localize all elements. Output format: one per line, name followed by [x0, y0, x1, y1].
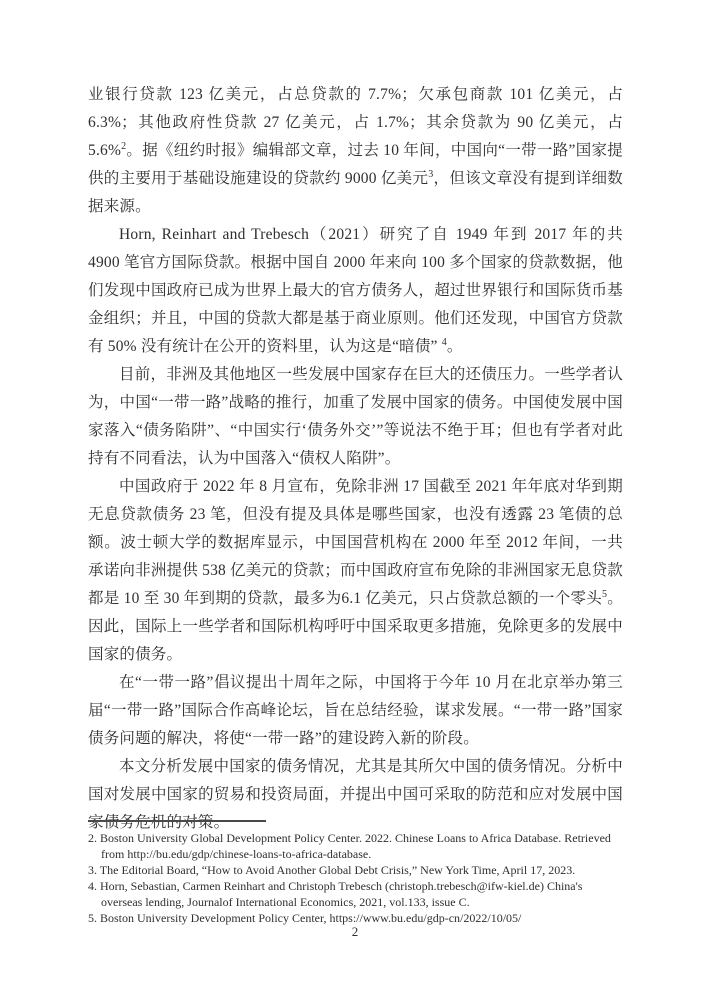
page-number: 2 [351, 924, 359, 939]
footnote-item: 4. Horn, Sebastian, Carmen Reinhart and Christoph Trebesch (christoph.trebesch@ifw-kiel.de) China's overseas lending, Journalof International Economics, 2021, vol.133, issue C. [88, 879, 583, 909]
paragraph: 本文分析发展中国家的债务情况，尤其是其所欠中国的债务情况。分析中国对发展中国家的贸易和投资局面，并提出中国可采取的防范和应对发展中国家债务危机的对策。 [88, 758, 623, 831]
footnote-separator [88, 820, 266, 822]
footnotes-section [88, 820, 623, 926]
paragraph: 目前，非洲及其他地区一些发展中国家存在巨大的还债压力。一些学者认为，中国“一带一路”战略的推行，加重了发展中国家的债务。中国使发展中国家落入“债务陷阱”、“中国实行‘债务外交’”等说法不绝于耳；但也有学者对此持有不同看法，认为中国落入“债权人陷阱”。 [88, 366, 623, 467]
paragraph: 业银行贷款 123 亿美元，占总贷款的 7.7%；欠承包商款 101 亿美元，占 6.3%；其他政府性贷款 27 亿美元，占 1.7%；其余贷款为 90 亿美元，占 5.6%$^2$。据《纽约时报》编辑部文章，过去 10 年间，中国向“一带一路”国家提供的主要用于基础设施建设的贷款约 9000 亿美元$^3$，但该文章没有提到详细数据来源。 [88, 86, 623, 215]
footnote-item: 3. The Editorial Board, “How to Avoid Another Global Debt Crisis,” New York Time, April 17, 2023. [88, 863, 576, 877]
footnote-item: 2. Boston University Global Development Policy Center. 2022. Chinese Loans to Africa Database. Retrieved from http://bu.edu/gdp/chinese-loans-to-africa-database. [88, 831, 611, 861]
footnote-ref: 5 [602, 588, 608, 600]
footnote-item: 5. Boston University Development Policy Center, https://www.bu.edu/gdp-cn/2022/10/05/ [88, 911, 522, 925]
body-text [88, 81, 623, 837]
paragraph: Horn, Reinhart and Trebesch（2021）研究了自 1949 年到 2017 年的共 4900 笔官方国际贷款。根据中国自 2000 年来向 100 多个国家的贷款数据，他们发现中国政府已成为世界上最大的官方债务人，超过世界银行和国际货币基金组织；并且，中国的贷款大都是基于商业原则。他们还发现，中国官方贷款有 50% 没有统计在公开的资料里，认为这是“暗债” $^4$。 [88, 226, 623, 355]
paragraph: 中国政府于 2022 年 8 月宣布，免除非洲 17 国截至 2021 年年底对华到期无息贷款债务 23 笔，但没有提及具体是哪些国家，也没有透露 23 笔债的总额。波士顿大学的数据库显示，中国国营机构在 2000 年至 2012 年间，一共承诺向非洲提供 538 亿美元的贷款；而中国政府宣布免除的非洲国家无息贷款都是 10 至 30 年到期的贷款，最多为6.1 亿美元，只占贷款总额的一个零头$^5$。因此，国际上一些学者和国际机构呼吁中国采取更多措施，免除更多的发展中国家的债务。 [88, 478, 623, 663]
paragraph: 在“一带一路”倡议提出十周年之际，中国将于今年 10 月在北京举办第三届“一带一路”国际合作高峰论坛，旨在总结经验，谋求发展。“一带一路”国家债务问题的解决，将使“一带一路”的建设跨入新的阶段。 [88, 674, 623, 747]
footnote-ref: 3 [428, 168, 434, 180]
footnote-ref: 2 [121, 140, 127, 152]
footnote-list [88, 830, 623, 926]
footnote-ref: 4 [441, 336, 447, 348]
